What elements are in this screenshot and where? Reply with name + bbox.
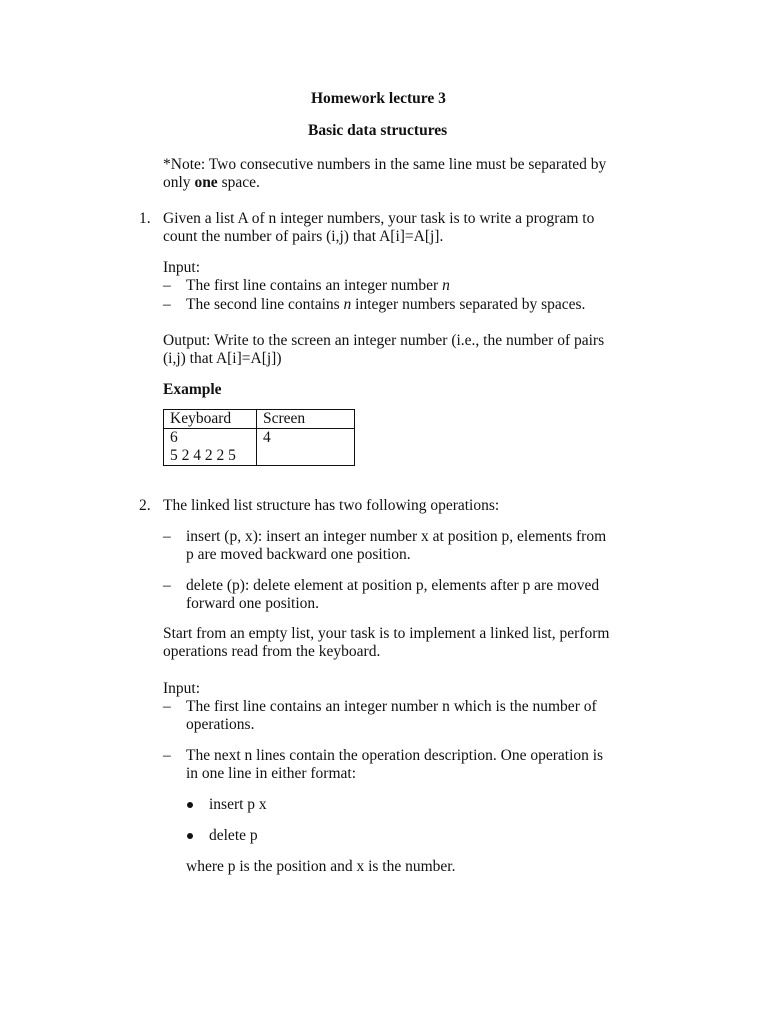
bullet-icon — [187, 802, 193, 808]
op-insert-line-2: p are moved backward one position. — [186, 546, 411, 563]
dash-marker: – — [163, 577, 171, 594]
dash-marker: – — [163, 698, 171, 715]
dash-marker: – — [163, 528, 171, 545]
keyboard-line-1: 6 — [170, 429, 178, 446]
keyboard-line-2: 5 2 4 2 2 5 — [170, 447, 236, 464]
document-subtitle: Basic data structures — [308, 122, 448, 139]
problem-2-intro: The linked list structure has two following operations: — [163, 497, 500, 514]
op-insert-line-1: insert (p, x): insert an integer number x at position p, elements from — [186, 528, 607, 545]
format-delete: delete p — [209, 827, 258, 844]
bullet-icon — [187, 833, 193, 839]
problem-1-input-item-1 — [163, 277, 171, 296]
table-row — [164, 429, 355, 466]
screen-line-1: 4 — [263, 429, 271, 446]
table-cell-keyboard — [164, 429, 257, 466]
dash-marker: – — [163, 296, 171, 313]
problem-2-start-line-1: Start from an empty list, your task is to implement a linked list, perform — [163, 625, 610, 642]
problem-1-number: 1. — [139, 210, 151, 227]
table-header-screen: Screen — [257, 410, 355, 429]
problem-2-input-item-2-line-1: The next n lines contain the operation description. One operation is — [186, 747, 604, 764]
dash-marker: – — [163, 747, 171, 764]
dash-marker: – — [163, 277, 171, 294]
problem-2-input-item-1-line-1: The first line contains an integer number n which is the number of — [186, 698, 597, 715]
example-heading: Example — [163, 381, 222, 398]
problem-2-input-item-2-line-2: in one line in either format: — [186, 765, 357, 782]
problem-1-input-item-2-text: The second line contains n integer numbers separated by spaces. — [186, 296, 586, 313]
note-line-1: *Note: Two consecutive numbers in the same line must be separated by — [163, 156, 607, 173]
table-cell-screen — [257, 429, 355, 466]
problem-1-line-1: Given a list A of n integer numbers, your task is to write a program to — [163, 210, 595, 227]
example-table — [163, 409, 355, 466]
problem-2-start-line-2: operations read from the keyboard. — [163, 643, 381, 660]
document-title: Homework lecture 3 — [311, 90, 446, 107]
problem-1-output-line-1: Output: Write to the screen an integer number (i.e., the number of pairs — [163, 332, 605, 349]
problem-2-where: where p is the position and x is the number. — [186, 858, 456, 875]
note-line-2: only one space. — [163, 174, 260, 191]
problem-2-input-label: Input: — [163, 680, 201, 697]
op-delete-line-2: forward one position. — [186, 595, 320, 612]
problem-1-input-item-1-text: The first line contains an integer number n — [186, 277, 450, 294]
table-header-row — [164, 410, 355, 429]
problem-1-output-line-2: (i,j) that A[i]=A[j]) — [163, 350, 282, 367]
problem-1-input-label: Input: — [163, 259, 201, 276]
problem-2-number: 2. — [139, 497, 151, 514]
op-delete-line-1: delete (p): delete element at position p, elements after p are moved — [186, 577, 600, 594]
problem-1-input-item-2 — [163, 296, 171, 315]
problem-1-line-2: count the number of pairs (i,j) that A[i]=A[j]. — [163, 228, 444, 245]
note-emphasis: one — [194, 174, 218, 191]
format-insert: insert p x — [209, 796, 267, 813]
problem-2-input-item-1-line-2: operations. — [186, 716, 255, 733]
table-header-keyboard: Keyboard — [164, 410, 257, 429]
